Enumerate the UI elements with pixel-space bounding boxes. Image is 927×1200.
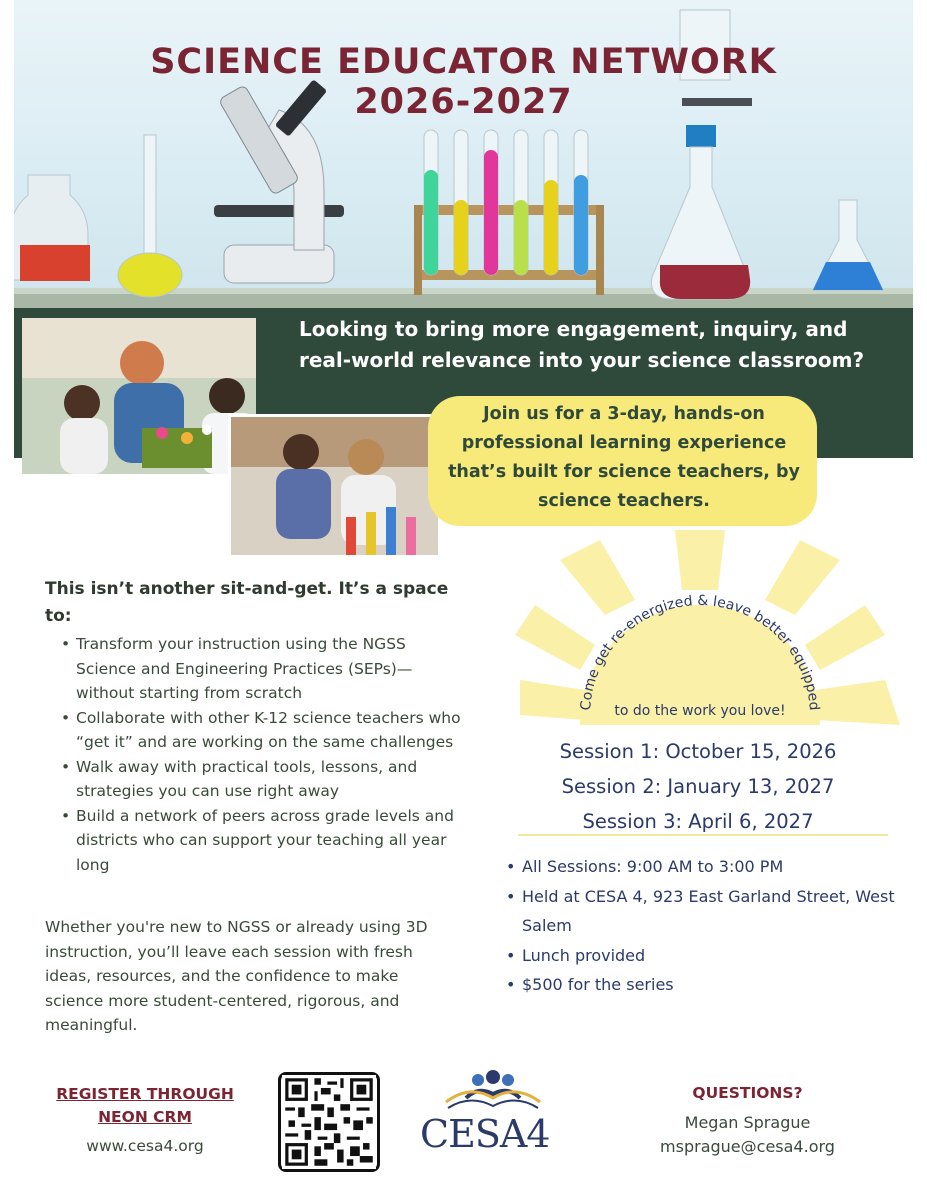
register-link[interactable] [40, 1083, 250, 1129]
qr-code[interactable] [278, 1072, 380, 1172]
list-item-text: All Sessions: 9:00 AM to 3:00 PM [522, 857, 784, 876]
classroom-photo-lab [228, 414, 441, 558]
contact-email-link[interactable]: msprague@cesa4.org [660, 1137, 835, 1156]
logo-wordmark: CESA4 [420, 1112, 550, 1156]
lead-heading: This isn’t another sit-and-get. It’s a space to: [45, 579, 449, 626]
list-item: • Build a network of peers across grade levels and districts who can support your teaching all year long [61, 806, 454, 874]
questions-heading: QUESTIONS? [692, 1084, 803, 1102]
list-item-text: $500 for the series [522, 975, 674, 994]
divider [518, 834, 888, 836]
list-item-text: Build a network of peers across grade levels and districts who can support your teaching all year long [76, 806, 454, 874]
session-1: Session 1: October 15, 2026 [559, 740, 837, 763]
list-item: • All Sessions: 9:00 AM to 3:00 PM [506, 857, 784, 876]
list-item-text: Held at CESA 4, 923 East Garland Street, West Salem [522, 886, 895, 935]
list-item: • Walk away with practical tools, lessons, and strategies you can use right away [61, 757, 418, 800]
benefits-list [58, 632, 463, 877]
event-details-list [505, 852, 905, 1000]
list-item: • Collaborate with other K-12 science teachers who “get it” and are working on the same challenges [61, 708, 461, 751]
list-item: • Held at CESA 4, 923 East Garland Street, West Salem [506, 886, 895, 935]
page-title: SCIENCE EDUCATOR NETWORK [150, 42, 777, 82]
list-item: • Transform your instruction using the NGSS Science and Engineering Practices (SEPs)—without starting from scratch [61, 635, 413, 702]
list-item: • $500 for the series [506, 975, 674, 994]
intro-question: Looking to bring more engagement, inquiry, and real-world relevance into your science classroom? [299, 317, 865, 372]
page-subtitle-year: 2026-2027 [354, 82, 573, 122]
contact-name: Megan Sprague [684, 1113, 811, 1132]
session-2: Session 2: January 13, 2027 [561, 775, 835, 798]
register-line-1: REGISTER THROUGH [56, 1085, 234, 1103]
list-item-text: Lunch provided [522, 945, 646, 965]
closing-paragraph: Whether you're new to NGSS or already using 3D instruction, you’ll leave each session with fresh ideas, resources, and the confidence to make science more student-centered, rigorous, and meaningful. [45, 918, 428, 1034]
list-item-text: Walk away with practical tools, lessons, and strategies you can use right away [76, 757, 418, 800]
qr-code-icon [281, 1075, 377, 1169]
sun-arc-text: Come get re-energized & leave better equipped [578, 592, 822, 712]
register-line-2: NEON CRM [98, 1108, 192, 1126]
list-item: • Lunch provided [506, 945, 646, 965]
sun-bottom-text: to do the work you love! [614, 703, 786, 719]
website-link[interactable]: www.cesa4.org [86, 1137, 204, 1155]
session-3: Session 3: April 6, 2027 [582, 810, 814, 833]
list-item-text: Transform your instruction using the NGSS Science and Engineering Practices (SEPs)—without starting from scratch [76, 635, 413, 702]
invite-text: Join us for a 3-day, hands-on professional learning experience that’s built for science teachers, by science teachers. [448, 404, 800, 511]
classroom-photo-plants [22, 318, 256, 474]
list-item-text: Collaborate with other K-12 science teachers who “get it” and are working on the same challenges [76, 708, 461, 751]
